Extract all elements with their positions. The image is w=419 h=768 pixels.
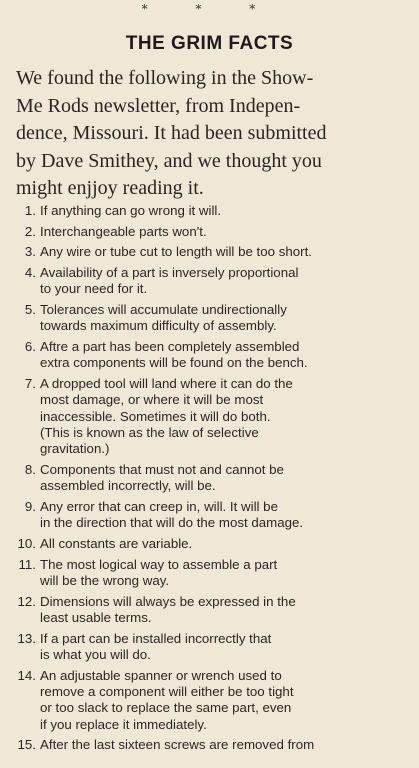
item-number: 1. (24, 203, 36, 218)
item-number: 5. (24, 301, 36, 317)
list-item (0, 668, 419, 734)
item-text-line: (This is known as the law of selective (40, 425, 259, 440)
ornament: * * * (141, 2, 278, 16)
item-text-line: towards maximum difficulty of assembly. (40, 318, 277, 334)
item-text-line: or too slack to replace the same part, even (40, 700, 292, 716)
list-item (0, 376, 419, 458)
intro-line: Me Rods newsletter, from Indepen- (16, 94, 301, 117)
item-number: 14. (17, 667, 36, 683)
intro-paragraph (16, 65, 408, 203)
list-item (0, 265, 419, 298)
item-number: 15. (17, 737, 36, 753)
list-item (0, 462, 419, 495)
item-text-line: If a part can be installed incorrectly that (40, 630, 272, 646)
item-number: 13. (17, 630, 36, 646)
item-number: 2. (24, 223, 36, 239)
item-text-line: The most logical way to assemble a part (40, 556, 278, 572)
item-text-line: If anything can go wrong it will. (40, 203, 222, 218)
intro-line: dence, Missouri. It had been submitted (16, 122, 327, 144)
item-text-line: assembled incorrectly, will be. (40, 478, 216, 494)
list-item (0, 557, 419, 590)
item-number: 4. (24, 264, 36, 280)
list-item (0, 499, 419, 532)
item-number: 7. (24, 375, 36, 391)
item-number: 10. (17, 536, 36, 551)
item-text-line: inaccessible. Sometimes it will do both. (40, 408, 271, 424)
item-number: 12. (17, 593, 36, 609)
item-text-line: All constants are variable. (40, 536, 193, 551)
item-text-line: Tolerances will accumulate undirectionally (40, 301, 287, 317)
item-text-line: will be the wrong way. (40, 573, 170, 588)
item-number: 3. (24, 244, 36, 260)
item-text-line: An adjustable spanner or wrench used to (40, 667, 282, 683)
intro-line: might enjjoy reading it. (16, 177, 204, 199)
list-item (0, 244, 419, 260)
item-text-line: to your need for it. (40, 281, 148, 297)
item-text-line: Interchangeable parts won't. (40, 223, 207, 239)
item-number: 11. (18, 556, 36, 572)
item-text-line: Any error that can creep in, will. It will be (40, 499, 278, 514)
list-item (0, 339, 419, 372)
item-text-line: Dimensions will always be expressed in the (40, 593, 296, 609)
item-number: 8. (24, 462, 36, 477)
intro-line: We found the following in the Show- (16, 67, 314, 89)
item-text-line: After the last sixteen screws are removed from (40, 737, 315, 753)
facts-list (0, 203, 419, 758)
list-item (0, 203, 419, 219)
list-item (0, 302, 419, 335)
list-item (0, 737, 419, 753)
item-text-line: Any wire or tube cut to length will be too short. (40, 244, 312, 260)
item-text-line: is what you will do. (40, 647, 151, 662)
intro-line: by Dave Smithey, and we thought you (16, 149, 322, 172)
item-text-line: Components that must not and cannot be (40, 462, 284, 477)
list-item (0, 594, 419, 627)
list-item (0, 224, 419, 240)
item-text-line: if you replace it immediately. (40, 716, 207, 732)
item-text-line: Availability of a part is inversely proportional (40, 264, 299, 280)
list-item (0, 631, 419, 664)
item-text-line: A dropped tool will land where it can do the (40, 375, 293, 391)
item-text-line: Aftre a part has been completely assembled (40, 338, 300, 354)
item-text-line: gravitation.) (40, 441, 110, 457)
list-item (0, 536, 419, 552)
item-number: 6. (24, 338, 36, 354)
item-text-line: in the direction that will do the most damage. (40, 515, 304, 531)
item-text-line: least usable terms. (40, 610, 152, 625)
item-text-line: remove a component will either be too tight (40, 684, 294, 699)
item-text-line: most damage, or where it will be most (40, 392, 264, 408)
page-title: THE GRIM FACTS (125, 33, 294, 54)
item-number: 9. (24, 499, 36, 514)
item-text-line: extra components will be found on the bench. (40, 355, 308, 371)
